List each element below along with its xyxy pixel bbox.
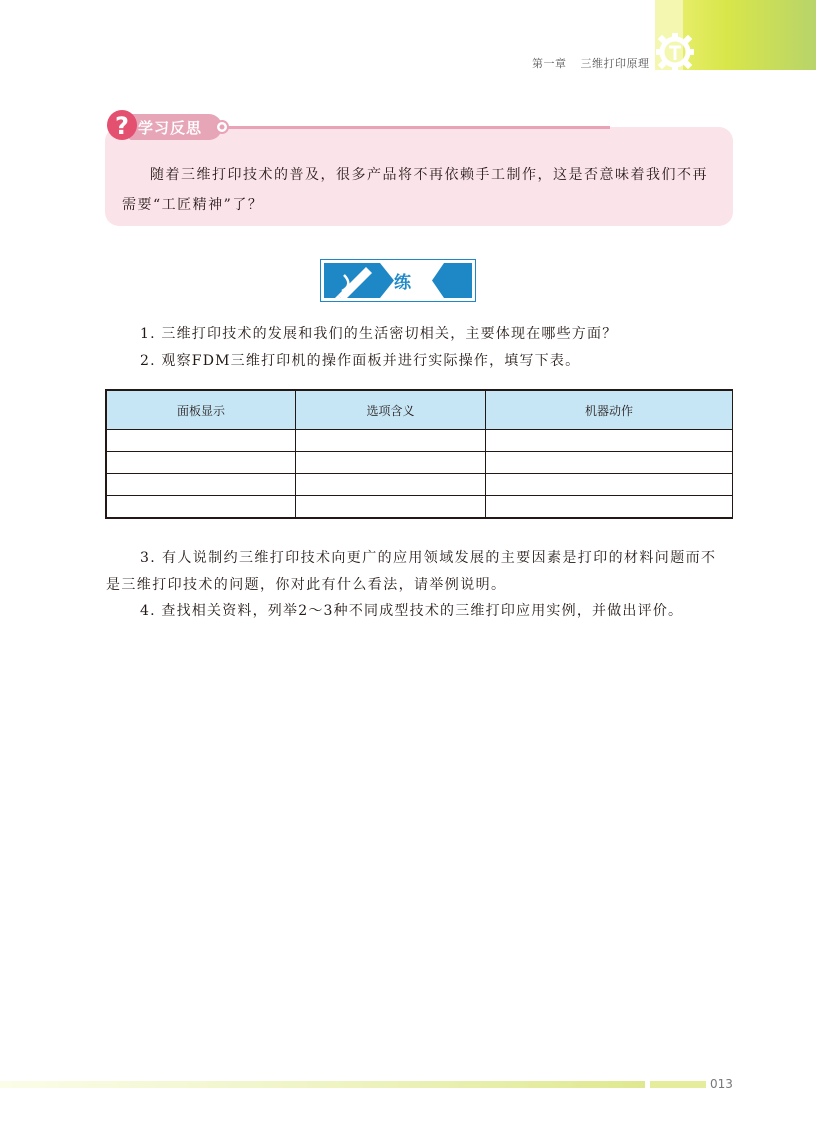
- reflection-end-circle-icon: [215, 120, 229, 134]
- page-number: 013: [710, 1077, 733, 1091]
- question-4: 4. 查找相关资料，列举2～3种不同成型技术的三维打印应用实例，并做出评价。: [140, 603, 684, 619]
- reflection-label: 学习反思: [138, 119, 203, 137]
- gear-icon: [655, 32, 695, 72]
- table-cell[interactable]: [296, 430, 486, 452]
- reflection-text: 随着三维打印技术的普及，很多产品将不再依赖手工制作，这是否意味着我们不再需要“工匠精神”了？: [122, 167, 708, 213]
- practice-label: 练 习: [394, 273, 470, 293]
- table-cell[interactable]: [106, 452, 296, 474]
- table-cell[interactable]: [106, 474, 296, 496]
- question-3: 3. 有人说制约三维打印技术向更广的应用领域发展的主要因素是打印的材料问题而不是三维打印技术的问题，你对此有什么看法，请举例说明。: [106, 550, 717, 593]
- table-header-row: [106, 390, 733, 430]
- chapter-number: 第一章: [532, 57, 567, 70]
- footer-bar: [0, 1081, 645, 1088]
- table-header-panel-display: 面板显示: [106, 390, 296, 430]
- table-cell[interactable]: [486, 474, 733, 496]
- table-header-option-meaning: 选项含义: [296, 390, 486, 430]
- table-cell[interactable]: [296, 452, 486, 474]
- svg-text:?: ?: [115, 112, 129, 140]
- table-row: [106, 474, 733, 496]
- table-cell[interactable]: [486, 430, 733, 452]
- table-header-machine-action: 机器动作: [486, 390, 733, 430]
- table-row: [106, 430, 733, 452]
- table-cell[interactable]: [106, 430, 296, 452]
- panel-operation-table: [105, 389, 733, 519]
- table-cell[interactable]: [486, 452, 733, 474]
- table-cell[interactable]: [106, 496, 296, 519]
- chapter-title: 三维打印原理: [580, 57, 650, 70]
- question-1: 1. 三维打印技术的发展和我们的生活密切相关，主要体现在哪些方面？: [140, 326, 618, 342]
- footer-bar-segment: [650, 1081, 706, 1088]
- chapter-header: [532, 55, 650, 71]
- table-cell[interactable]: [296, 474, 486, 496]
- table-row: [106, 496, 733, 519]
- table-row: [106, 452, 733, 474]
- table-cell[interactable]: [486, 496, 733, 519]
- question-2: 2. 观察FDM三维打印机的操作面板并进行实际操作，填写下表。: [140, 353, 581, 369]
- question-mark-icon: [104, 107, 140, 143]
- table-cell[interactable]: [296, 496, 486, 519]
